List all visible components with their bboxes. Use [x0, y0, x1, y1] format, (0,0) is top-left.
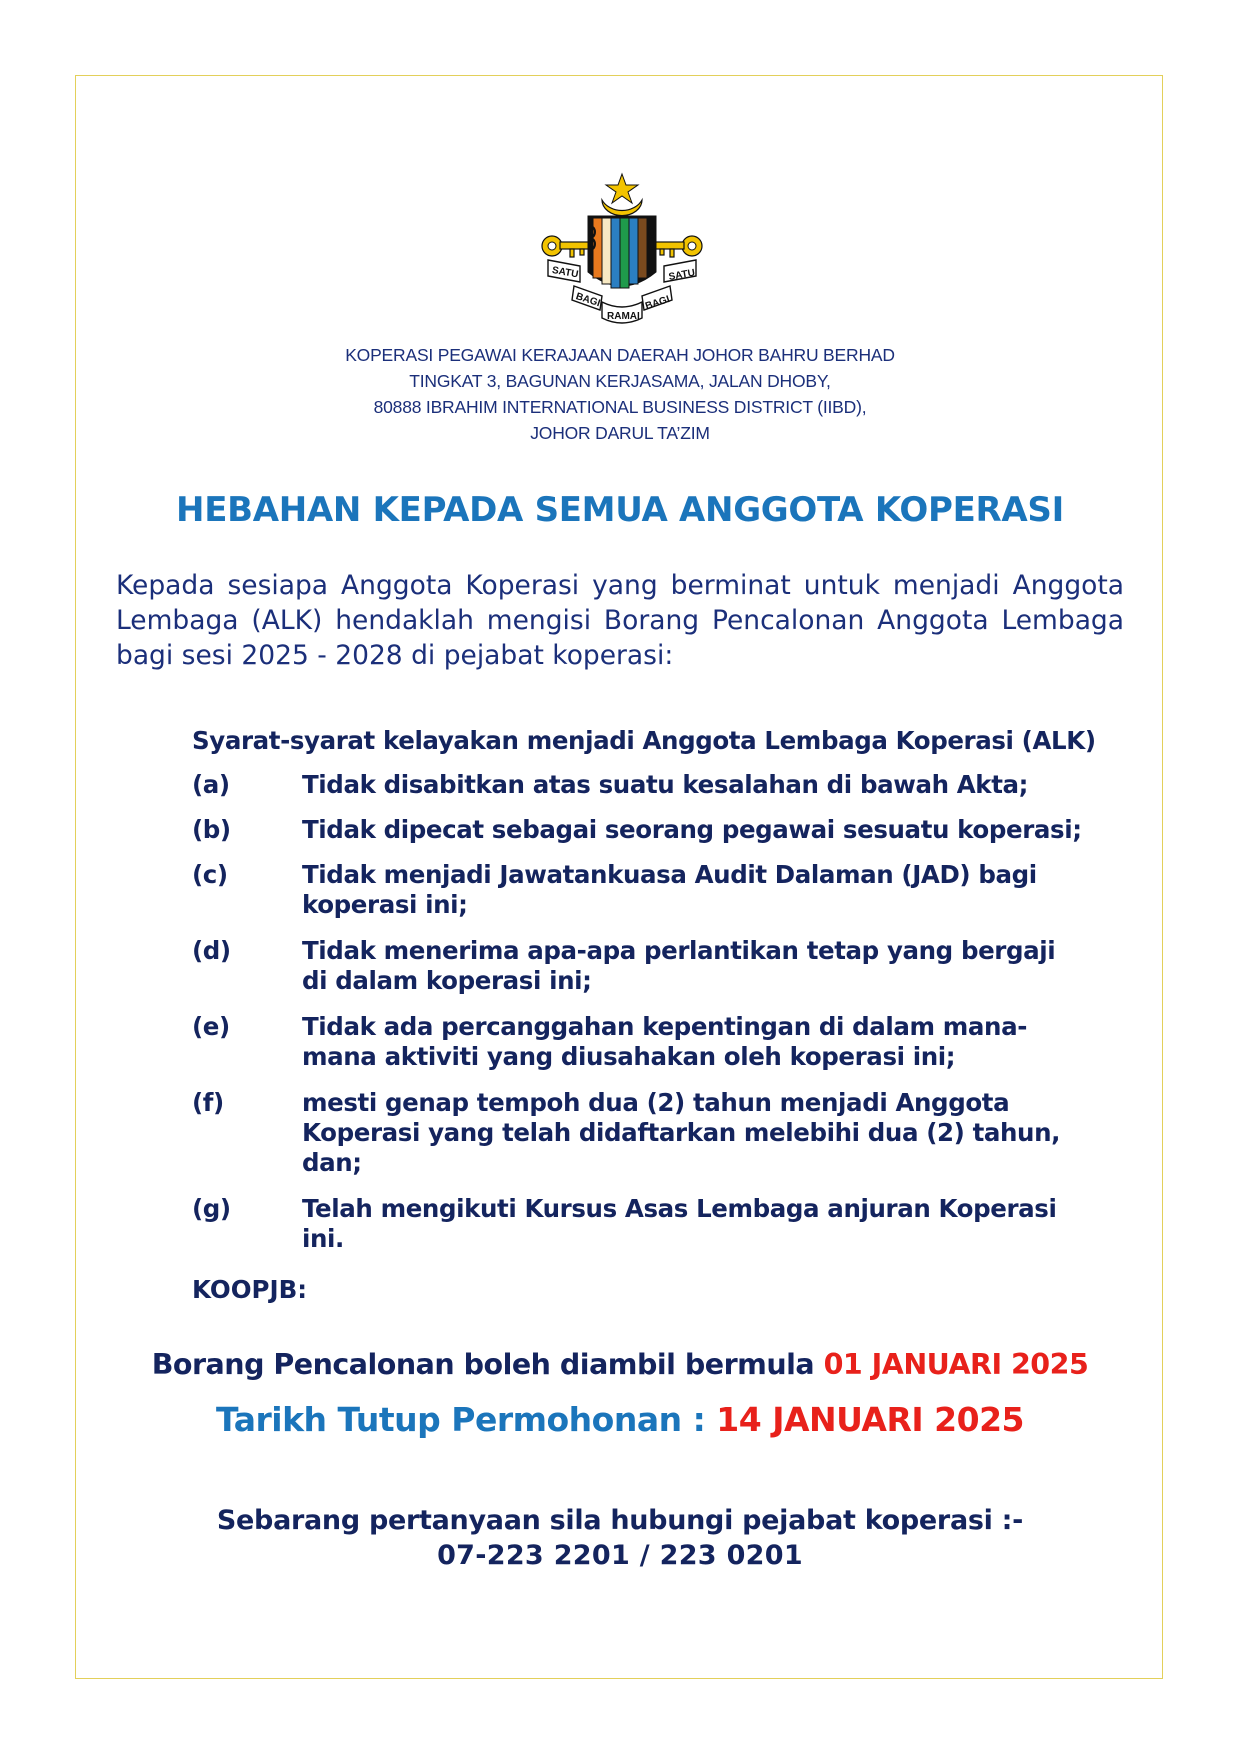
- address-line-3: 80888 IBRAHIM INTERNATIONAL BUSINESS DISTRICT (IIBD),: [373, 397, 867, 417]
- requirement-text: Tidak menjadi Jawatankuasa Audit Dalaman (JAD) bagi koperasi ini;: [302, 860, 1037, 919]
- address-line-4: JOHOR DARUL TA’ZIM: [530, 423, 710, 443]
- requirement-letter: (g): [192, 1194, 231, 1223]
- requirement-letter: (e): [192, 1012, 230, 1041]
- requirements-footer: KOOPJB:: [192, 1275, 308, 1304]
- close-date-value: 14 JANUARI 2025: [716, 1400, 1024, 1439]
- requirement-text: mesti genap tempoh dua (2) tahun menjadi Anggota Koperasi yang telah didaftarkan melebihi dua (2) tahun, dan;: [302, 1088, 1061, 1177]
- requirement-letter: (f): [192, 1088, 224, 1117]
- close-date-line: [80, 1400, 1160, 1439]
- address-line-2: TINGKAT 3, BAGUNAN KERJASAMA, JALAN DHOBY,: [409, 371, 831, 391]
- open-date-label: Borang Pencalonan boleh diambil bermula: [151, 1348, 815, 1381]
- intro-paragraph: Kepada sesiapa Anggota Koperasi yang berminat untuk menjadi Anggota Lembaga (ALK) hendaklah mengisi Borang Pencalonan Anggota Lembaga bagi sesi 2025 - 2028 di pejabat koperasi:: [116, 570, 1124, 671]
- requirement-text: Tidak dipecat sebagai seorang pegawai sesuatu koperasi;: [302, 815, 1082, 844]
- requirement-text: Tidak disabitkan atas suatu kesalahan di bawah Akta;: [302, 770, 1029, 799]
- cooperative-emblem-icon: [540, 172, 704, 330]
- requirement-letter: (b): [192, 815, 231, 844]
- requirement-letter: (a): [192, 770, 230, 799]
- requirements-title: Syarat-syarat kelayakan menjadi Anggota Lembaga Koperasi (ALK): [192, 726, 1096, 755]
- ribbon-bottom-text: RAMAI: [607, 311, 640, 322]
- open-date-value: 01 JANUARI 2025: [823, 1348, 1089, 1381]
- requirement-text: Tidak menerima apa-apa perlantikan tetap yang bergaji di dalam koperasi ini;: [302, 936, 1056, 995]
- requirement-text: Telah mengikuti Kursus Asas Lembaga anjuran Koperasi ini.: [302, 1194, 1057, 1253]
- requirement-text: Tidak ada percanggahan kepentingan di dalam mana-mana aktiviti yang diusahakan oleh koperasi ini;: [302, 1012, 1027, 1071]
- ribbon-bagi-right-text: BAGI: [643, 294, 672, 313]
- requirement-letter: (d): [192, 936, 231, 965]
- contact-label: Sebarang pertanyaan sila hubungi pejabat koperasi :-: [216, 1505, 1024, 1536]
- requirement-letter: (c): [192, 860, 228, 889]
- ribbon-bagi-left-text: BAGI: [574, 291, 602, 310]
- open-date-line: [80, 1348, 1160, 1381]
- ribbon-right-text: SATU: [667, 267, 696, 283]
- address-block: [200, 342, 1040, 446]
- address-line-1: KOPERASI PEGAWAI KERAJAAN DAERAH JOHOR BAHRU BERHAD: [345, 345, 895, 365]
- close-date-label: Tarikh Tutup Permohonan :: [215, 1400, 706, 1439]
- contact-phone: 07-223 2201 / 223 0201: [437, 1540, 803, 1571]
- page-title: HEBAHAN KEPADA SEMUA ANGGOTA KOPERASI: [176, 490, 1064, 530]
- ribbon-left-text: SATU: [551, 264, 580, 281]
